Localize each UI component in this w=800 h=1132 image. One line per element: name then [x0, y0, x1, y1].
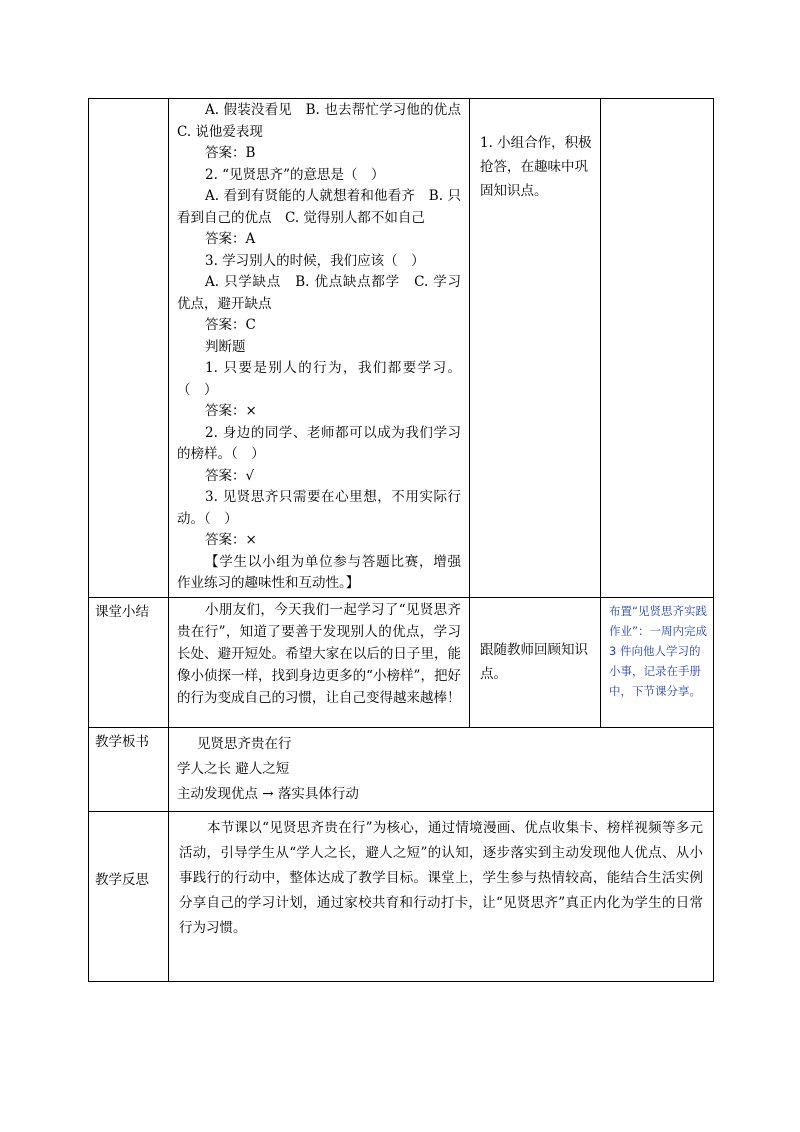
quiz-line: A. 假装没看见 B. 也去帮忙学习他的优点 C. 说他爱表现 [177, 102, 475, 140]
quiz-line: 2. “见贤思齐”的意思是（ ） [205, 166, 385, 183]
reflection-row [89, 811, 714, 981]
reflection-label-cell [89, 811, 169, 981]
summary-student-activity: 跟随教师回顾知识点。 [480, 641, 588, 682]
quiz-line: 3. 学习别人的时候，我们应该（ ） [205, 252, 425, 269]
summary-design-note: 布置“见贤思齐实践作业”：一周内完成 3 件向他人学习的小事，记录在手册中，下节课分享。 [609, 603, 707, 698]
board-content-cell [169, 727, 714, 811]
quiz-line: 答案：× [205, 532, 257, 548]
quiz-line: 3. 见贤思齐只需要在心里想，不用实际行动。（ ） [177, 489, 461, 527]
quiz-student-activity: 1. 小组合作，积极抢答，在趣味中巩固知识点。 [480, 135, 592, 199]
quiz-note: 【学生以小组为单位参与答题比赛，增强作业练习的趣味性和互动性。】 [177, 553, 461, 591]
reflection-text: 本节课以“见贤思齐贵在行”为核心，通过情境漫画、优点收集卡、榜样视频等多元活动，引导学生从“学人之长，避人之短”的认知，逐步落实到主动发现他人优点、从小事践行的行动中，整体达成了教学目标。课堂上，学生参与热情较高，能结合生活实例分享自己的学习计划，通过家校共育和行动打卡，让“见贤思齐”真正内化为学生的日常行为习惯。 [179, 819, 703, 936]
quiz-line: 1. 只要是别人的行为，我们都要学习。（ ） [177, 360, 461, 398]
quiz-line: 答案：× [205, 403, 257, 419]
board-line-3: 主动发现优点 → 落实具体行动 [177, 785, 359, 802]
quiz-line: 答案：B [205, 145, 256, 161]
quiz-line: A. 只学缺点 B. 优点缺点都学 C. 学习优点，避开缺点 [177, 274, 461, 312]
quiz-label-cell [89, 99, 169, 598]
quiz-row [89, 99, 714, 598]
quiz-line: 答案：C [205, 317, 256, 333]
board-line-2: 学人之长 避人之短 [177, 760, 290, 777]
summary-text: 小朋友们，今天我们一起学习了“见贤思齐贵在行”，知道了要善于发现别人的优点，学习长处、避开短处。希望大家在以后的日子里，能像小侦探一样，找到身边更多的“小榜样”，把好的行为变成自己的习惯，让自己变得越来越棒！ [177, 601, 461, 706]
board-line-title: 见贤思齐贵在行 [197, 735, 292, 752]
quiz-design-cell [601, 99, 714, 598]
quiz-line: 答案：A [205, 231, 256, 247]
summary-row [89, 597, 714, 727]
summary-content-cell [169, 597, 470, 727]
quiz-line: A. 看到有贤能的人就想着和他看齐 B. 只看到自己的优点 C. 觉得别人都不如自己 [177, 188, 461, 226]
summary-label: 课堂小结 [95, 603, 149, 620]
summary-design-cell [601, 597, 714, 727]
reflection-label: 教学反思 [95, 872, 149, 888]
quiz-line: 答案：√ [205, 467, 255, 484]
board-row [89, 727, 714, 811]
reflection-content-cell [169, 811, 714, 981]
quiz-line: 2. 身边的同学、老师都可以成为我们学习的榜样。（ ） [177, 424, 461, 462]
summary-student-cell [470, 597, 601, 727]
board-label: 教学板书 [95, 733, 149, 750]
lesson-plan-table [88, 98, 714, 982]
quiz-student-cell [470, 99, 601, 598]
summary-label-cell [89, 597, 169, 727]
board-label-cell [89, 727, 169, 811]
quiz-line: 判断题 [205, 338, 246, 355]
quiz-content-cell [169, 99, 475, 598]
